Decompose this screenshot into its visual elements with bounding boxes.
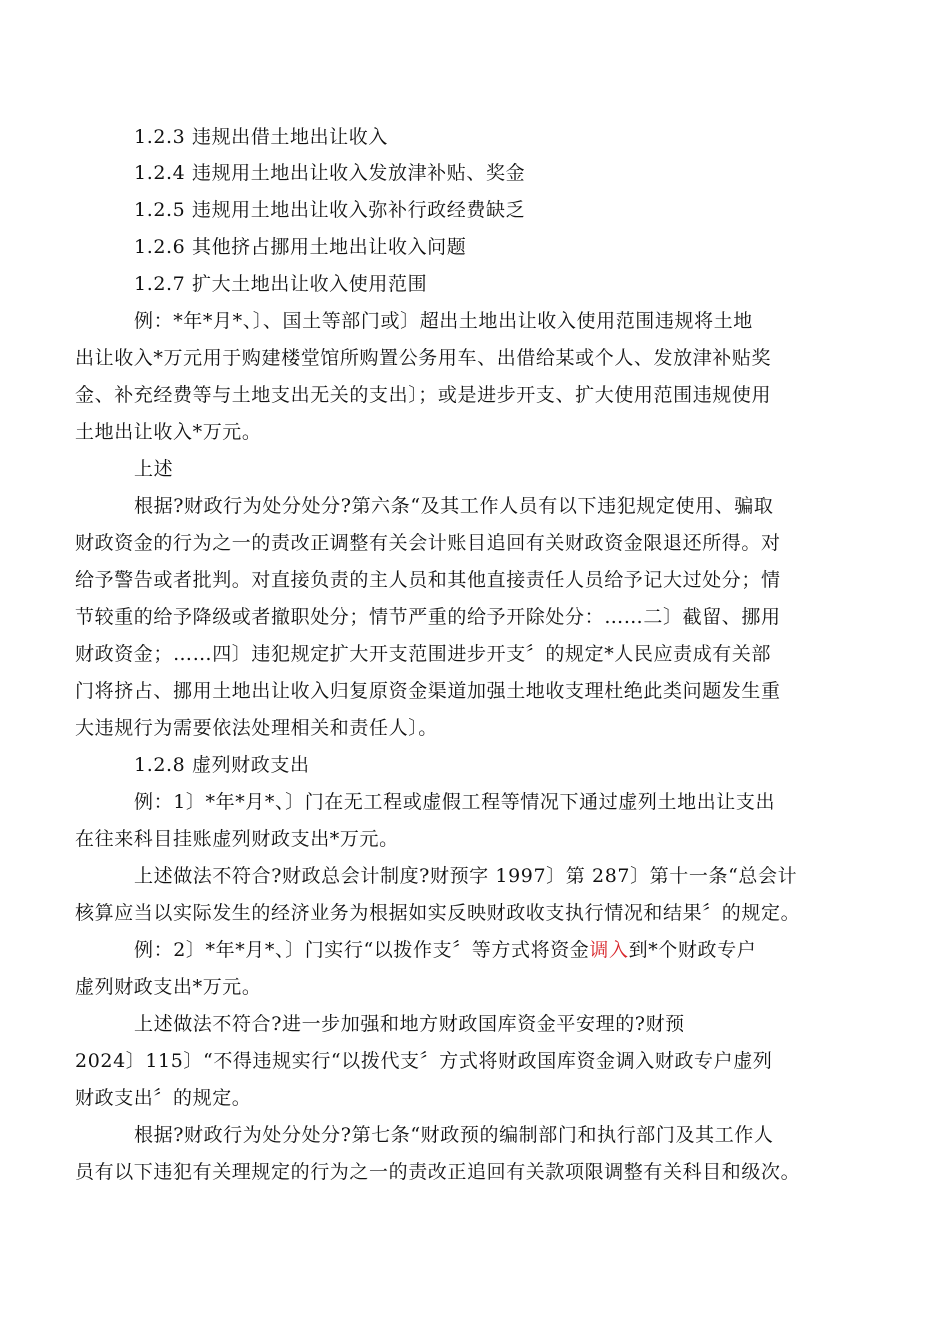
section-heading-1-2-7: 1.2.7 扩大土地出让收入使用范围 xyxy=(134,273,428,295)
paragraph-line: 大违规行为需要依法处理相关和责任人〕。 xyxy=(75,717,438,739)
paragraph-line: 土地出让收入*万元。 xyxy=(75,421,262,443)
section-heading-1-2-6: 1.2.6 其他挤占挪用土地出让收入问题 xyxy=(134,236,467,258)
paragraph-line: 门将挤占、挪用土地出让收入归复原资金渠道加强土地收支理杜绝此类问题发生重 xyxy=(75,680,781,702)
paragraph-line: 出让收入*万元用于购建楼堂馆所购置公务用车、出借给某或个人、发放津补贴奖 xyxy=(75,347,772,369)
section-heading-1-2-4: 1.2.4 违规用土地出让收入发放津补贴、奖金 xyxy=(134,162,526,184)
paragraph-line: 金、补充经费等与土地支出无关的支出〕；或是进步开支、扩大使用范围违规使用 xyxy=(75,384,772,406)
paragraph-line: 在往来科目挂账虚列财政支出*万元。 xyxy=(75,828,399,850)
section-heading-1-2-8: 1.2.8 虚列财政支出 xyxy=(134,754,310,776)
highlighted-text: 调入 xyxy=(589,939,629,961)
paragraph-line: 财政支出〞的规定。 xyxy=(75,1087,252,1109)
paragraph-line: 节较重的给予降级或者撤职处分；情节严重的给予开除处分：……二〕截留、挪用 xyxy=(75,606,781,628)
paragraph-line: 财政资金的行为之一的责改正调整有关会计账目追回有关财政资金限退还所得。对 xyxy=(75,532,781,554)
paragraph-line: 给予警告或者批判。对直接负责的主人员和其他直接责任人员给予记大过处分；情 xyxy=(75,569,781,591)
section-heading-1-2-3: 1.2.3 违规出借土地出让收入 xyxy=(134,126,388,148)
paragraph-line: 员有以下违犯有关理规定的行为之一的责改正追回有关款项限调整有关科目和级次。 xyxy=(75,1161,801,1183)
paragraph-line: 根据?财政行为处分处分?第七条“财政预的编制部门和执行部门及其工作人 xyxy=(134,1124,774,1146)
section-heading-1-2-5: 1.2.5 违规用土地出让收入弥补行政经费缺乏 xyxy=(134,199,526,221)
paragraph-text: 例：2〕*年*月*、〕门实行“以拨作支〞等方式将资金 xyxy=(134,939,590,961)
paragraph-line: 上述做法不符合?财政总会计制度?财预字 1997〕第 287〕第十一条“总会计 xyxy=(134,865,798,887)
paragraph-line: 2024〕115〕“不得违规实行“以拨代支〞方式将财政国库资金调入财政专户虚列 xyxy=(75,1050,773,1072)
paragraph-line: 虚列财政支出*万元。 xyxy=(75,976,262,998)
paragraph-line: 例：*年*月*、〕、国土等部门或〕超出土地出让收入使用范围违规将土地 xyxy=(134,310,753,332)
paragraph-line: 例：1〕*年*月*、〕门在无工程或虚假工程等情况下通过虚列土地出让支出 xyxy=(134,791,776,813)
paragraph-line: 财政资金；……四〕违犯规定扩大开支范围进步开支〞的规定*人民应责成有关部 xyxy=(75,643,772,665)
paragraph-line xyxy=(134,937,756,963)
paragraph-text: 到*个财政专户 xyxy=(628,939,757,961)
paragraph-line: 上述 xyxy=(134,458,174,480)
paragraph-line: 上述做法不符合?进一步加强和地方财政国库资金平安理的?财预 xyxy=(134,1013,685,1035)
paragraph-line: 核算应当以实际发生的经济业务为根据如实反映财政收支执行情况和结果〞的规定。 xyxy=(75,902,801,924)
paragraph-line: 根据?财政行为处分处分?第六条“及其工作人员有以下违犯规定使用、骗取 xyxy=(134,495,774,517)
